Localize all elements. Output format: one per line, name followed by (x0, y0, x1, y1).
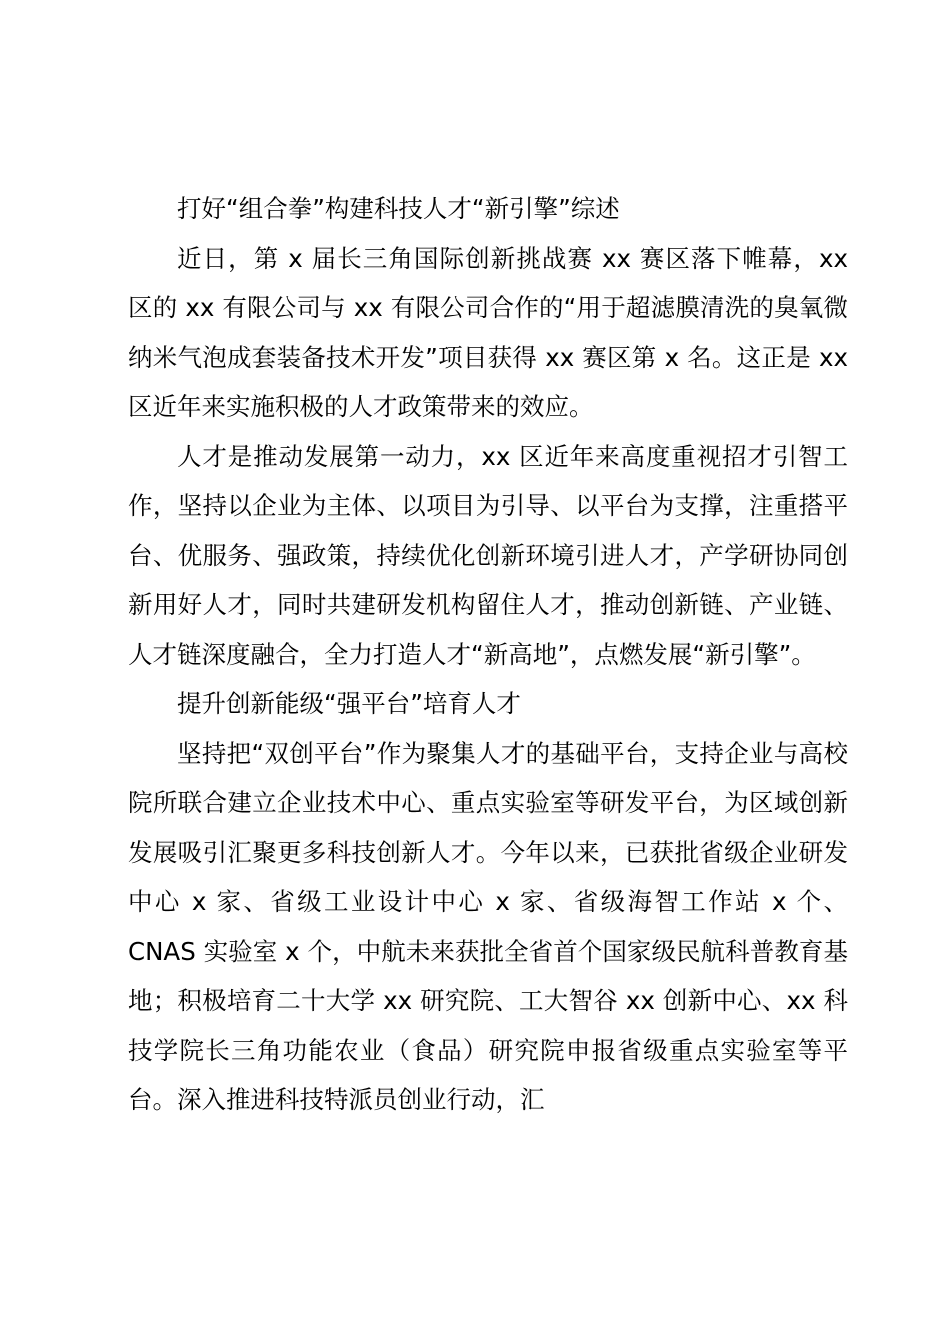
paragraph-platform: 坚持把“双创平台”作为聚集人才的基础平台，支持企业与高校院所联合建立企业技术中心、重点实验室等研发平台，为区域创新发展吸引汇聚更多科技创新人才。今年以来，已获批省级企业研发中心 x 家、省级工业设计中心 x 家、省级海智工作站 x 个、CNAS 实验室 x 个，中航未来获批全省首个国家级民航科普教育基地；积极培育二十大学 xx 研究院、工大智谷 xx 创新中心、xx 科技学院长三角功能农业（食品）研究院申报省级重点实验室等平台。深入推进科技特派员创业行动，汇 (128, 738, 848, 1114)
paragraph-intro: 近日，第 x 届长三角国际创新挑战赛 xx 赛区落下帷幕，xx 区的 xx 有限公司与 xx 有限公司合作的“用于超滤膜清洗的臭氧微纳米气泡成套装备技术开发”项目获得 xx 赛区第 x 名。这正是 xx 区近年来实施积极的人才政策带来的效应。 (128, 243, 848, 421)
document-body (128, 184, 848, 1125)
section-heading-platform: 提升创新能级“强平台”培育人才 (177, 689, 521, 718)
paragraph-overview: 人才是推动发展第一动力，xx 区近年来高度重视招才引智工作，坚持以企业为主体、以项目为引导、以平台为支撑，注重搭平台、优服务、强政策，持续优化创新环境引进人才，产学研协同创新用好人才，同时共建研发机构留住人才，推动创新链、产业链、人才链深度融合，全力打造人才“新高地”，点燃发展“新引擎”。 (128, 441, 848, 669)
document-title: 打好“组合拳”构建科技人才“新引擎”综述 (177, 194, 620, 223)
